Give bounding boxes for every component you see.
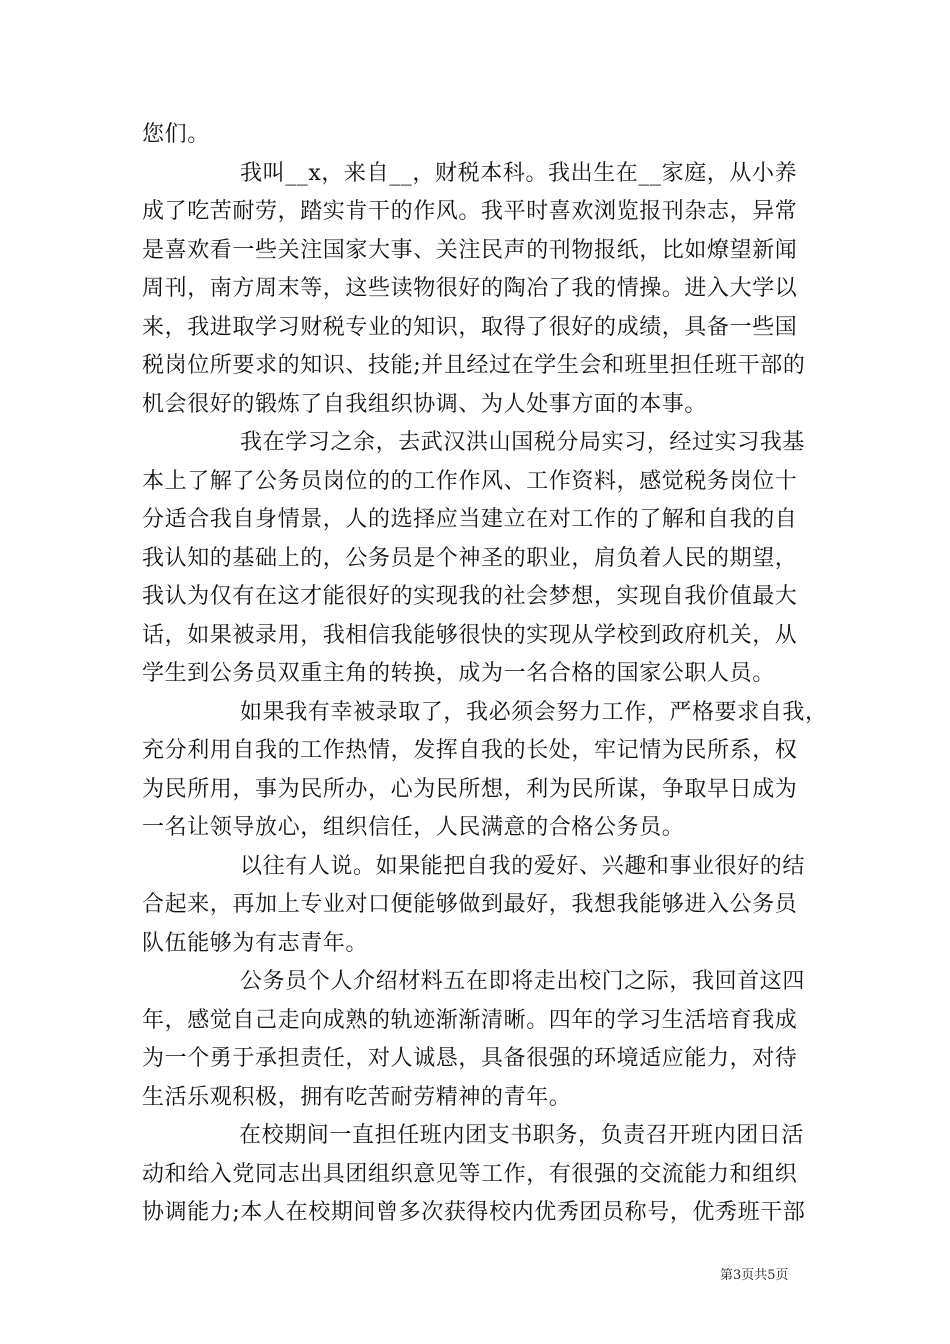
paragraph-start: 在校期间一直担任班内团支书职务，负责召开班内团日活 <box>239 1123 805 1148</box>
text-line: 我认为仅有在这才能很好的实现我的社会梦想，实现自我价值最大 <box>142 584 798 609</box>
paragraph-start: 我在学习之余，去武汉洪山国税分局实习，经过实习我基 <box>240 430 806 455</box>
text-line: 话，如果被录用，我相信我能够很快的实现从学校到政府机关，从 <box>142 622 798 648</box>
text-line: 学生到公务员双重主角的转换，成为一名合格的国家公职人员。 <box>142 661 775 686</box>
text-line: 分适合我自身情景，人的选择应当建立在对工作的了解和自我的自 <box>142 507 798 532</box>
text-line: 周刊，南方周末等，这些读物很好的陶冶了我的情操。进入大学以 <box>142 276 798 301</box>
text-line: 税岗位所要求的知识、技能;并且经过在学生会和班里担任班干部的 <box>142 353 806 378</box>
text-line: 生活乐观积极，拥有吃苦耐劳精神的青年。 <box>142 1084 572 1110</box>
text-line: 充分利用自我的工作热情，发挥自我的长处，牢记情为民所系，权 <box>142 738 798 763</box>
body-text <box>142 116 828 1233</box>
paragraph-start: 公务员个人介绍材料五在即将走出校门之际，我回首这四 <box>240 969 806 994</box>
text-line: 成了吃苦耐劳，踏实肯干的作风。我平时喜欢浏览报刊杂志，异常 <box>142 199 798 224</box>
text-line: 为一个勇于承担责任，对人诚恳，具备很强的环境适应能力，对待 <box>142 1046 798 1071</box>
text-line: 一名让领导放心，组织信任，人民满意的合格公务员。 <box>142 815 685 840</box>
page-number-footer: 第3页共5页 <box>720 1268 789 1283</box>
paragraph-start: 如果我有幸被录取了，我必须会努力工作，严格要求自我， <box>240 699 828 725</box>
text-line: 来，我进取学习财税专业的知识，取得了很好的成绩，具备一些国 <box>142 314 798 340</box>
text-line: 您们。 <box>142 122 210 147</box>
text-line: 为民所用，事为民所办，心为民所想，利为民所谋，争取早日成为 <box>142 776 798 802</box>
paragraph-start: 我叫__x，来自__，财税本科。我出生在__家庭，从小养 <box>240 160 798 186</box>
text-line: 队伍能够为有志青年。 <box>142 930 369 956</box>
text-line: 协调能力;本人在校期间曾多次获得校内优秀团员称号，优秀班干部 <box>142 1200 806 1225</box>
text-line: 本上了解了公务员岗位的的工作作风、工作资料，感觉税务岗位十 <box>142 468 798 494</box>
text-line: 年，感觉自己走向成熟的轨迹渐渐清晰。四年的学习生活培育我成 <box>142 1007 798 1033</box>
paragraph-start: 以往有人说。如果能把自我的爱好、兴趣和事业很好的结 <box>240 853 806 879</box>
text-line: 机会很好的锻炼了自我组织协调、为人处事方面的本事。 <box>142 391 708 417</box>
text-line: 合起来，再加上专业对口便能够做到最好，我想我能够进入公务员 <box>142 892 798 917</box>
text-line: 是喜欢看一些关注国家大事、关注民声的刊物报纸，比如燎望新闻 <box>142 237 798 263</box>
text-line: 动和给入党同志出具团组织意见等工作，有很强的交流能力和组织 <box>142 1161 798 1187</box>
text-line: 我认知的基础上的，公务员是个神圣的职业，肩负着人民的期望， <box>142 545 798 571</box>
